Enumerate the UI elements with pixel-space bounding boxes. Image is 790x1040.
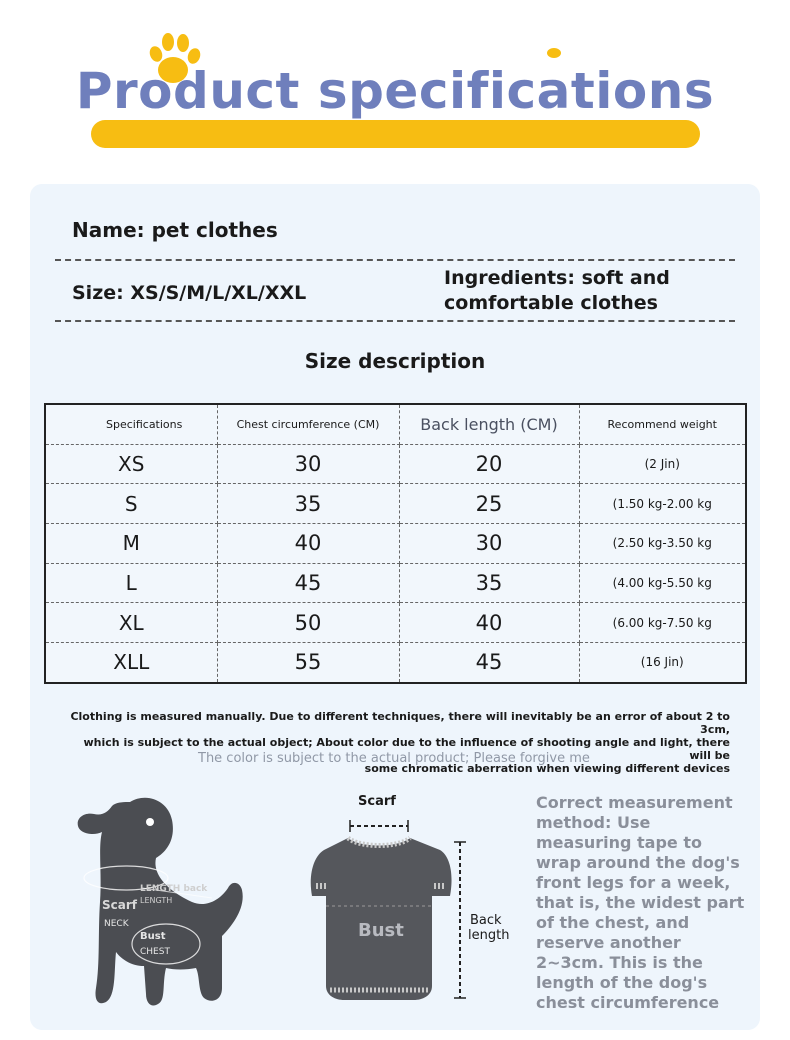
back-length-cell: 45 [399, 642, 579, 683]
color-disclaimer: The color is subject to the actual product; Please forgive me [198, 751, 590, 766]
size-cell: XS [45, 444, 217, 484]
page-title: Product specifications [75, 62, 715, 120]
weight-cell: (2 Jin) [579, 444, 746, 484]
divider [55, 259, 735, 261]
product-sizes: Size: XS/S/M/L/XL/XXL [72, 282, 307, 304]
dog-label-chest: CHEST [140, 947, 170, 957]
chest-cell: 35 [217, 484, 399, 524]
header-chest: Chest circumference (CM) [217, 404, 399, 444]
size-cell: XLL [45, 642, 217, 683]
product-name: Name: pet clothes [72, 218, 278, 242]
table-row [45, 444, 746, 484]
shirt-label-scarf: Scarf [358, 794, 396, 809]
table-row [45, 603, 746, 643]
measurement-method: Correct measurement method: Use measuring tape to wrap around the dog's front legs for a week, that is, the widest part of the chest, and reserve another 2~3cm. This is the length of the dog's chest circumference [536, 793, 745, 1012]
dog-diagram [72, 792, 262, 1012]
chest-cell: 55 [217, 642, 399, 683]
dog-label-bust: Bust [140, 931, 166, 942]
product-ingredients: Ingredients: soft and comfortable clothes [444, 267, 670, 314]
weight-cell: (6.00 kg-7.50 kg [579, 603, 746, 643]
shirt-diagram [310, 790, 520, 1005]
chest-cell: 30 [217, 444, 399, 484]
chest-cell: 50 [217, 603, 399, 643]
table-row [45, 523, 746, 563]
weight-cell: (4.00 kg-5.50 kg [579, 563, 746, 603]
disclaimer-line: some chromatic aberration when viewing different devices [364, 762, 730, 775]
back-length-cell: 40 [399, 603, 579, 643]
dog-label-length: LENGTH [140, 896, 173, 905]
table-row [45, 484, 746, 524]
disclaimer-line: Clothing is measured manually. Due to different techniques, there will inevitably be an error of about 2 to 3cm, [70, 710, 730, 736]
back-length-cell: 35 [399, 563, 579, 603]
size-cell: XL [45, 603, 217, 643]
shirt-silhouette [311, 838, 452, 1000]
table-row [45, 642, 746, 683]
divider [55, 320, 735, 322]
table-row [45, 563, 746, 603]
weight-cell: (16 Jin) [640, 655, 684, 670]
disclaimer-line: which is subject to the actual object; About color due to the influence of shooting angle and light, there will be [83, 736, 730, 762]
header-specifications: Specifications [45, 404, 217, 444]
table-header-row [45, 404, 746, 444]
size-cell: M [45, 523, 217, 563]
header [0, 0, 790, 175]
chest-cell: 45 [217, 563, 399, 603]
size-description-heading: Size description [304, 349, 486, 373]
shirt-label-length: length [468, 928, 510, 943]
title-underline-bar [91, 120, 700, 148]
dog-label-scarf: Scarf [102, 898, 137, 912]
dog-label-length-back: LENGTH back [140, 884, 208, 894]
back-length-cell: 25 [399, 484, 579, 524]
shirt-label-bust: Bust [358, 920, 404, 941]
header-back-length: Back length (CM) [399, 404, 579, 444]
weight-cell: (2.50 kg-3.50 kg [579, 523, 746, 563]
back-length-cell: 20 [399, 444, 579, 484]
shirt-label-back: Back [470, 913, 502, 928]
back-length-cell: 30 [399, 523, 579, 563]
header-weight: Recommend weight [579, 404, 746, 444]
size-cell: L [45, 563, 217, 603]
decorative-dot [547, 48, 561, 58]
size-table [44, 403, 747, 684]
chest-cell: 40 [217, 523, 399, 563]
dog-label-neck: NECK [104, 919, 129, 929]
weight-cell: (1.50 kg-2.00 kg [579, 484, 746, 524]
size-cell: S [45, 484, 217, 524]
